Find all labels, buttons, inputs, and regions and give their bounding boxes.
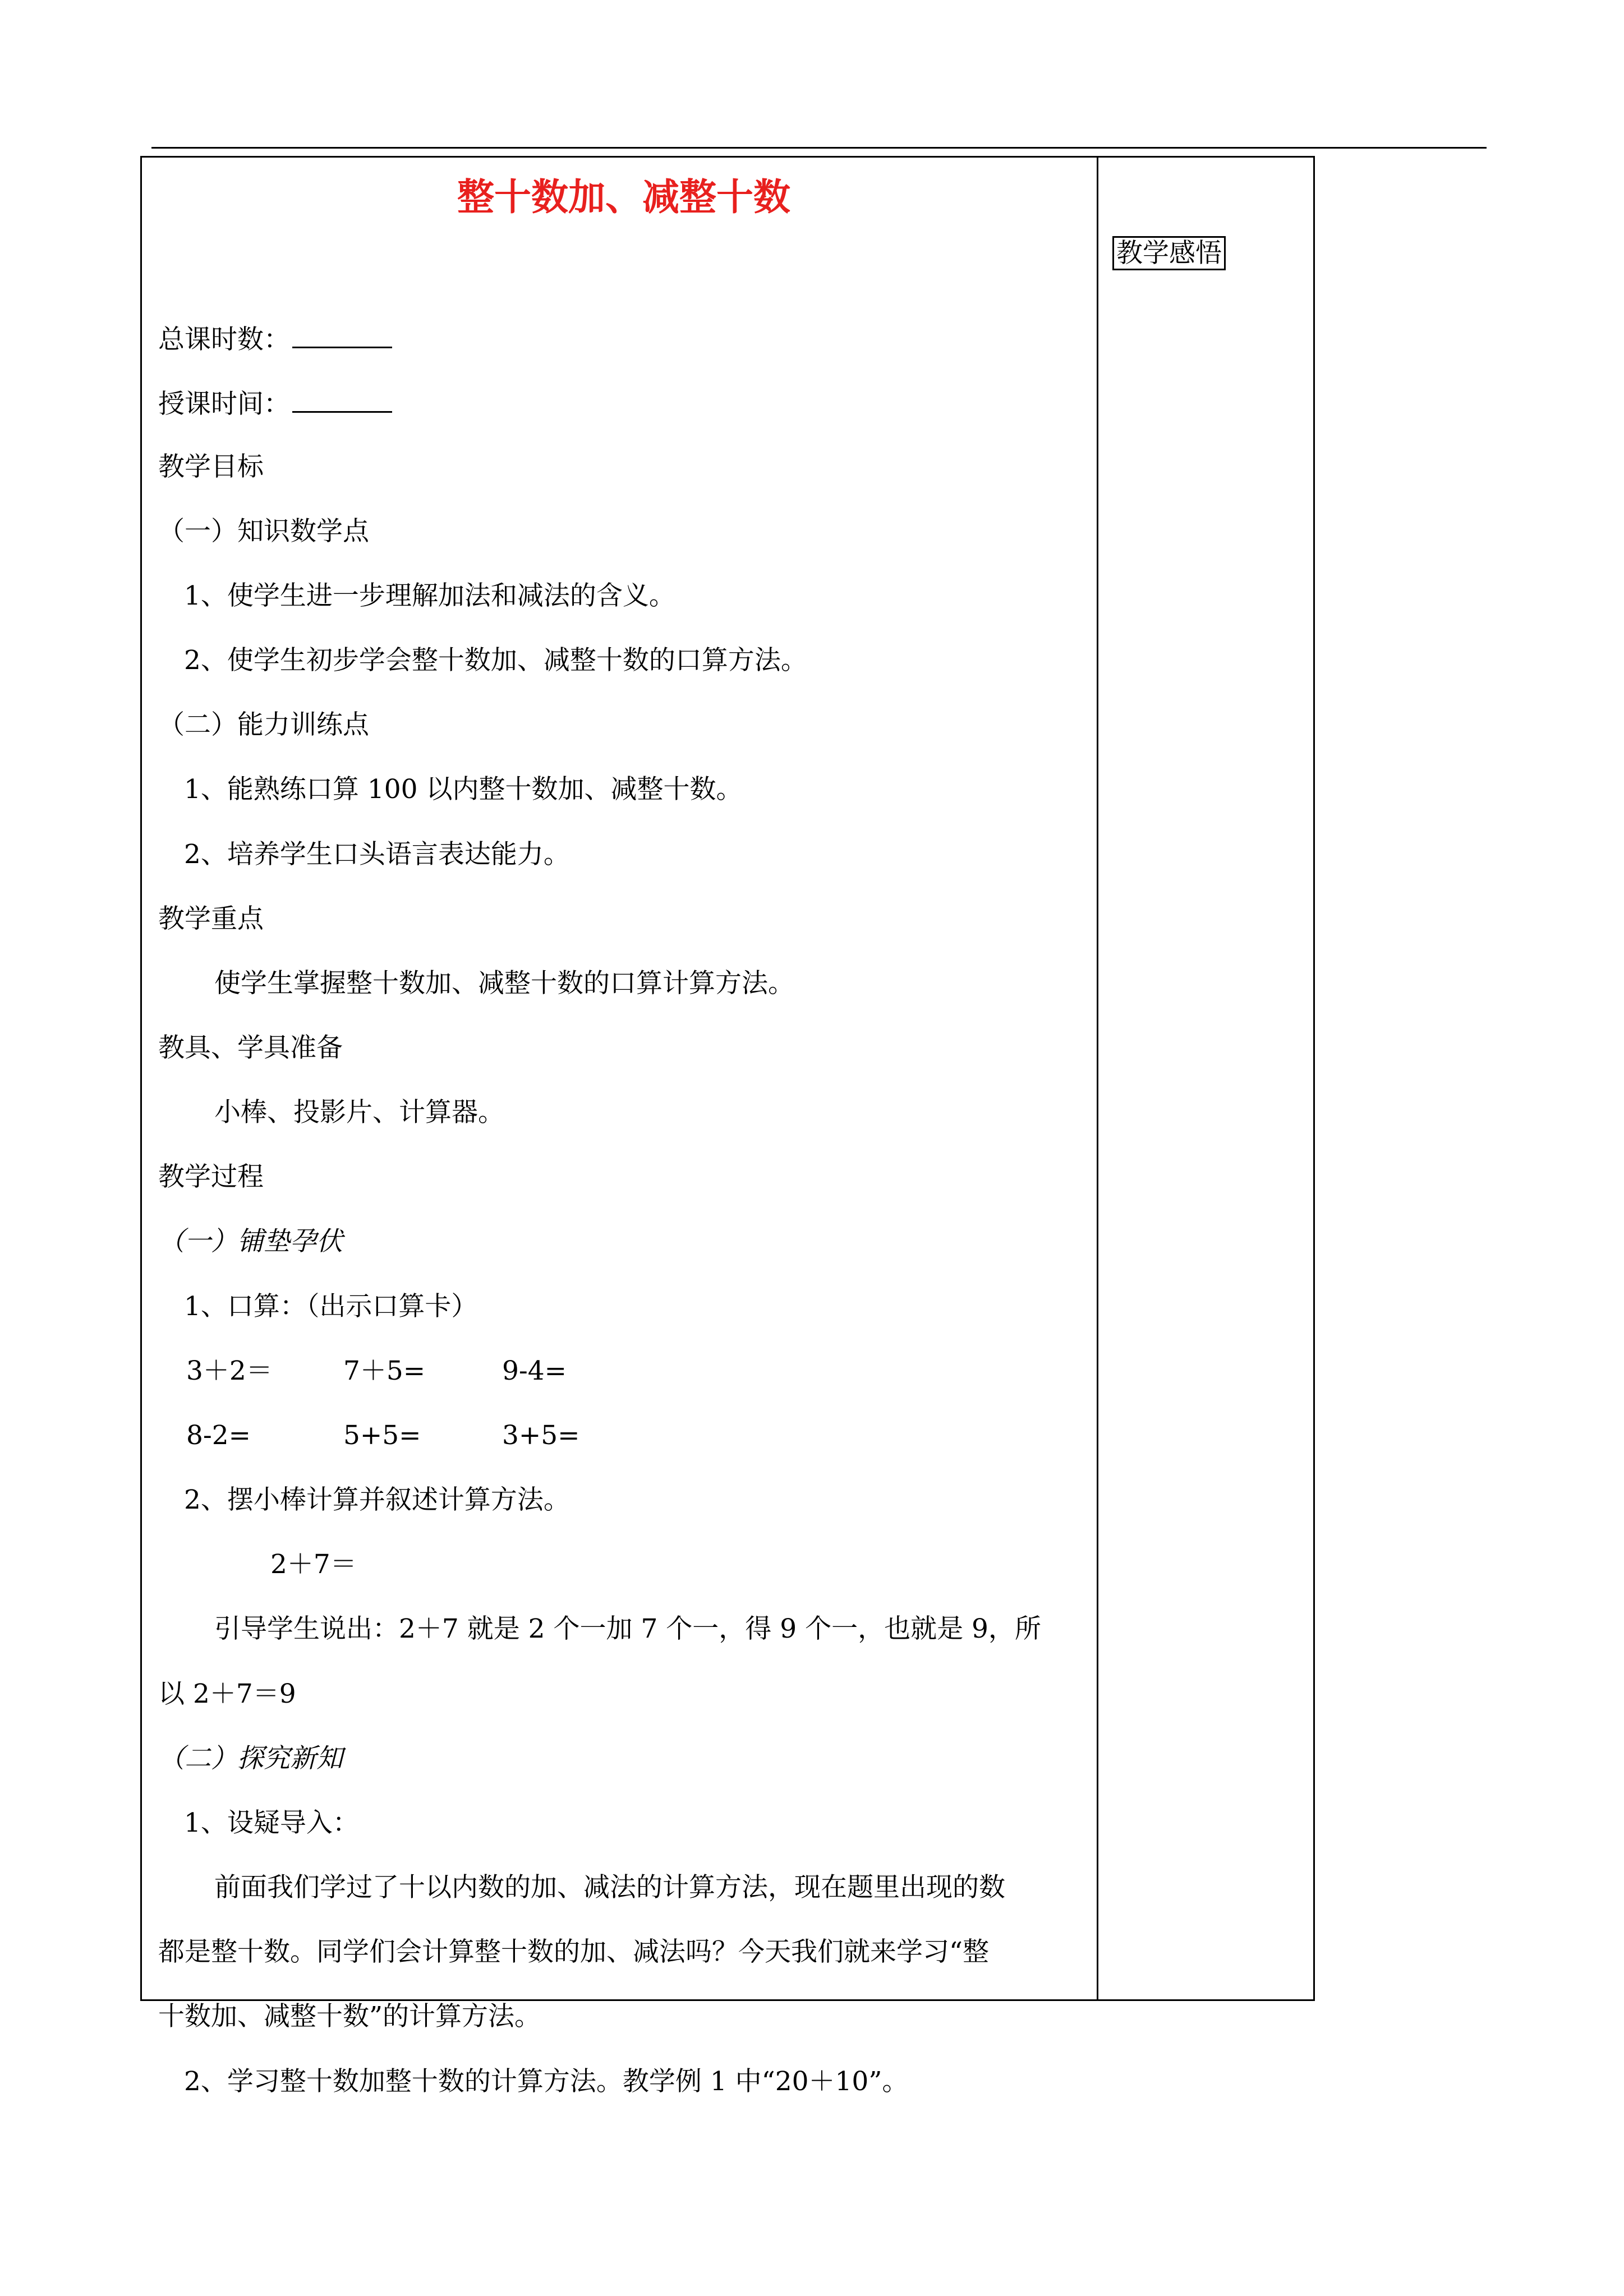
goals-heading: 教学目标	[158, 451, 264, 482]
total-hours-label: 总课时数：	[158, 324, 290, 355]
total-hours-blank	[292, 324, 392, 348]
document-title: 整十数加、减整十数	[457, 175, 790, 219]
explore-heading: （二）探究新知	[158, 1743, 343, 1774]
explore-item-1: 1、设疑导入：	[184, 1808, 359, 1838]
equation: 3＋2＝	[186, 1356, 273, 1386]
lesson-plan-table	[140, 156, 1315, 2001]
explore-paragraph-line-1: 前面我们学过了十以内数的加、减法的计算方法，现在题里出现的数	[214, 1872, 1005, 1903]
explore-paragraph-line-3: 十数加、减整十数”的计算方法。	[158, 2001, 541, 2032]
warmup-equation: 2＋7＝	[270, 1549, 357, 1580]
explore-item-2: 2、学习整十数加整十数的计算方法。教学例 1 中“20＋10”。	[184, 2066, 909, 2097]
guide-text-line-1: 引导学生说出：2＋7 就是 2 个一加 7 个一，得 9 个一，也就是 9，所	[214, 1613, 1041, 1644]
equation: 5+5=	[343, 1420, 421, 1451]
guide-text-line-2: 以 2＋7＝9	[158, 1679, 296, 1709]
side-label-teaching-reflection: 教学感悟	[1112, 236, 1226, 270]
equation: 8-2=	[186, 1420, 251, 1451]
equation: 3+5=	[502, 1420, 580, 1451]
knowledge-heading: （一）知识数学点	[158, 516, 369, 547]
teach-time-field	[158, 389, 392, 417]
teach-time-blank	[292, 389, 392, 413]
tools-text: 小棒、投影片、计算器。	[214, 1097, 504, 1128]
warmup-heading: （一）铺垫孕伏	[158, 1226, 343, 1257]
warmup-item-2: 2、摆小棒计算并叙述计算方法。	[184, 1484, 570, 1515]
equation: 9-4=	[502, 1356, 567, 1386]
warmup-item-1: 1、口算：（出示口算卡）	[184, 1291, 478, 1322]
equation: 7＋5=	[343, 1356, 426, 1386]
header-rule	[151, 147, 1487, 149]
ability-item-2: 2、培养学生口头语言表达能力。	[184, 839, 570, 870]
explore-paragraph-line-2: 都是整十数。同学们会计算整十数的加、减法吗？今天我们就来学习“整	[158, 1937, 990, 1967]
knowledge-item-1: 1、使学生进一步理解加法和减法的含义。	[184, 580, 675, 611]
tools-heading: 教具、学具准备	[158, 1032, 343, 1063]
total-hours-field	[158, 324, 392, 353]
teach-time-label: 授课时间：	[158, 389, 290, 419]
focus-heading: 教学重点	[158, 903, 264, 934]
ability-heading: （二）能力训练点	[158, 709, 369, 740]
process-heading: 教学过程	[158, 1161, 264, 1192]
knowledge-item-2: 2、使学生初步学会整十数加、减整十数的口算方法。	[184, 645, 807, 676]
ability-item-1: 1、能熟练口算 100 以内整十数加、减整十数。	[184, 774, 743, 805]
focus-text: 使学生掌握整十数加、减整十数的口算计算方法。	[214, 968, 794, 999]
column-divider	[1097, 156, 1098, 2001]
